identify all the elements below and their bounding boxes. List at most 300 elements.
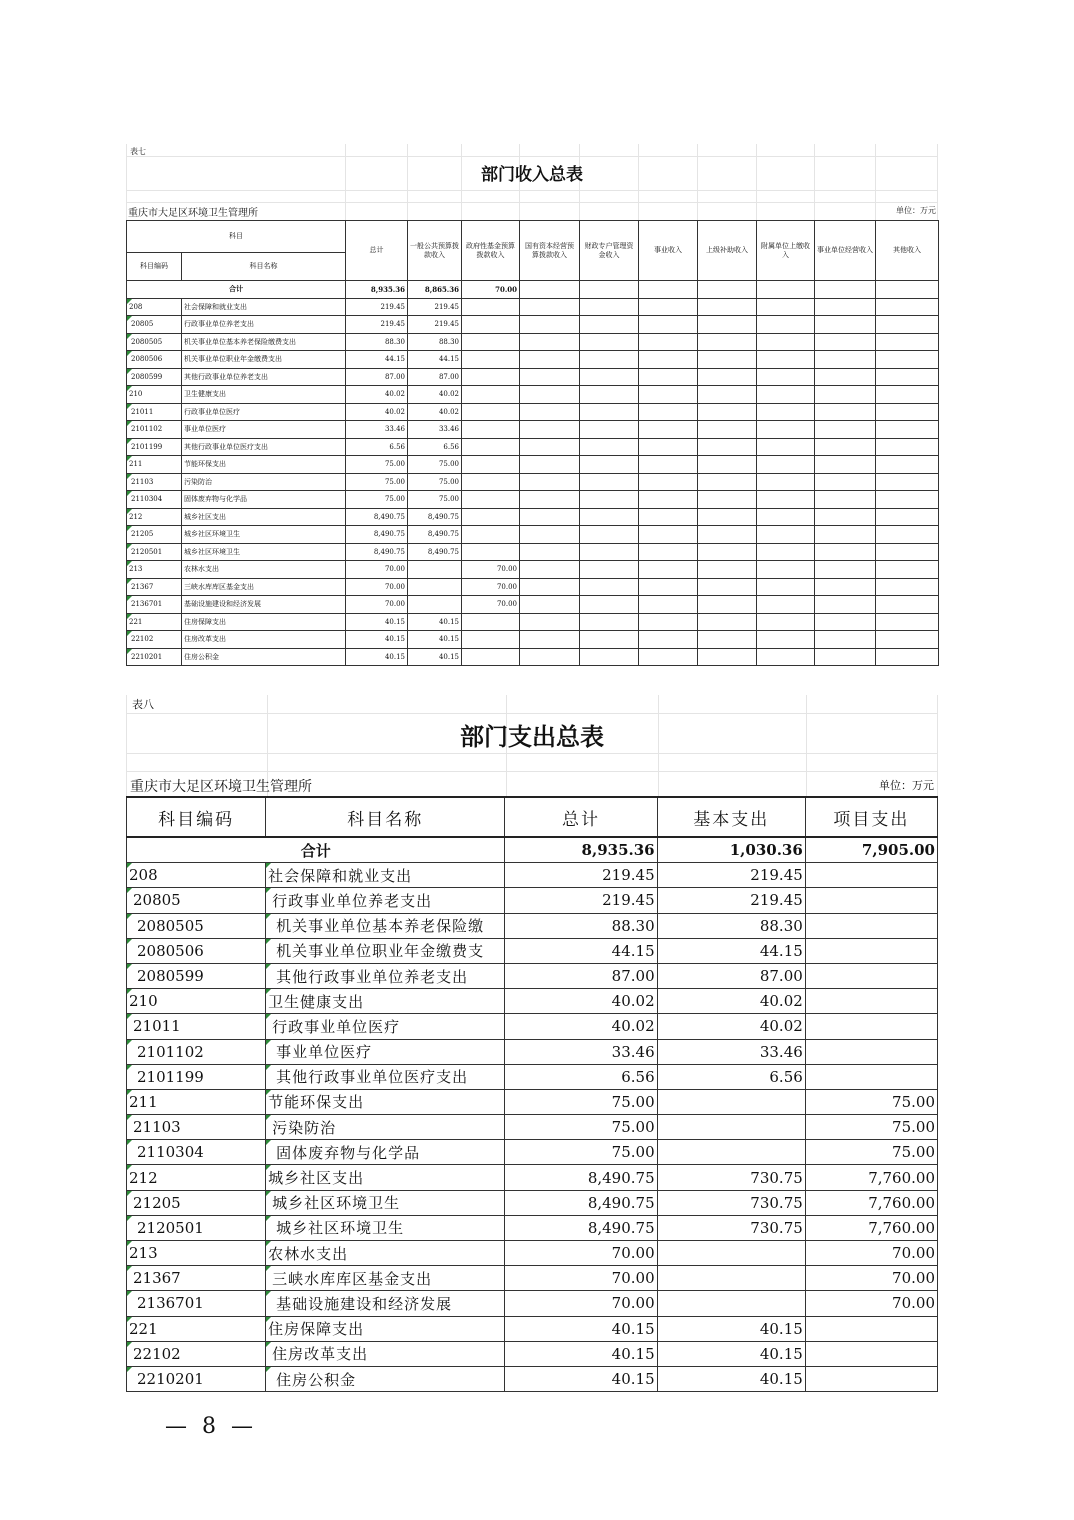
empty-cell	[580, 613, 639, 631]
total-cell: 88.30	[505, 913, 657, 938]
total-cell: 219.45	[346, 298, 408, 316]
code-cell: 2110304	[127, 1140, 266, 1165]
total-cell: 8,490.75	[505, 1215, 657, 1240]
empty-cell	[639, 316, 698, 334]
general-cell: 8,865.36	[408, 281, 462, 299]
empty-cell	[580, 491, 639, 509]
total-cell: 6.56	[346, 438, 408, 456]
empty-cell	[757, 631, 815, 649]
empty-cell	[639, 403, 698, 421]
empty-cell	[876, 456, 939, 474]
empty-cell	[698, 648, 757, 666]
fund-cell	[462, 333, 520, 351]
basic-cell	[657, 1266, 805, 1291]
code-cell: 2210201	[127, 1366, 266, 1391]
table-row	[127, 1266, 938, 1291]
basic-cell: 87.00	[657, 963, 805, 988]
table-label: 表八	[132, 698, 154, 711]
total-cell: 8,490.75	[346, 526, 408, 544]
general-cell: 40.02	[408, 403, 462, 421]
total-cell: 44.15	[505, 938, 657, 963]
total-cell: 75.00	[346, 473, 408, 491]
fund-cell	[462, 438, 520, 456]
empty-cell	[698, 403, 757, 421]
code-cell: 2120501	[127, 1215, 266, 1240]
empty-cell	[639, 473, 698, 491]
total-cell: 40.02	[505, 1014, 657, 1039]
empty-cell	[580, 438, 639, 456]
total-cell: 87.00	[346, 368, 408, 386]
empty-cell	[520, 281, 580, 299]
total-cell: 8,935.36	[346, 281, 408, 299]
name-cell: 城乡社区环境卫生	[266, 1190, 505, 1215]
empty-cell	[639, 281, 698, 299]
empty-cell	[520, 473, 580, 491]
empty-cell	[520, 578, 580, 596]
empty-cell	[757, 596, 815, 614]
fund-cell: 70.00	[462, 281, 520, 299]
empty-cell	[639, 421, 698, 439]
code-cell: 210	[127, 989, 266, 1014]
name-cell: 行政事业单位医疗	[266, 1014, 505, 1039]
basic-cell: 730.75	[657, 1215, 805, 1240]
empty-cell	[815, 543, 876, 561]
project-cell: 7,905.00	[805, 837, 937, 863]
general-cell: 75.00	[408, 473, 462, 491]
empty-cell	[580, 508, 639, 526]
empty-cell	[698, 543, 757, 561]
code-cell: 21367	[127, 578, 182, 596]
name-cell: 社会保障和就业支出	[182, 298, 346, 316]
general-cell: 75.00	[408, 456, 462, 474]
table-title: 部门收入总表	[481, 165, 583, 185]
name-cell: 行政事业单位养老支出	[182, 316, 346, 334]
organization-name: 重庆市大足区环境卫生管理所	[130, 779, 312, 795]
name-cell: 社会保障和就业支出	[266, 863, 505, 888]
table-row	[127, 963, 938, 988]
project-cell	[805, 913, 937, 938]
empty-cell	[815, 351, 876, 369]
table-row	[127, 438, 939, 456]
fund-cell	[462, 298, 520, 316]
empty-cell	[757, 368, 815, 386]
empty-cell	[815, 596, 876, 614]
empty-cell	[698, 561, 757, 579]
empty-cell	[757, 386, 815, 404]
empty-cell	[698, 578, 757, 596]
code-cell: 21103	[127, 1115, 266, 1140]
general-cell: 75.00	[408, 491, 462, 509]
empty-cell	[815, 648, 876, 666]
project-cell: 75.00	[805, 1089, 937, 1114]
empty-cell	[520, 456, 580, 474]
empty-cell	[520, 438, 580, 456]
basic-cell: 1,030.36	[657, 837, 805, 863]
total-cell: 33.46	[505, 1039, 657, 1064]
empty-cell	[520, 403, 580, 421]
code-cell: 2101199	[127, 1064, 266, 1089]
name-cell: 事业单位医疗	[182, 421, 346, 439]
code-cell: 2080506	[127, 938, 266, 963]
project-cell	[805, 989, 937, 1014]
empty-cell	[876, 508, 939, 526]
special-account-header: 财政专户管理资金收入	[580, 221, 639, 281]
general-cell: 40.15	[408, 648, 462, 666]
name-cell: 住房公积金	[266, 1366, 505, 1391]
empty-cell	[876, 526, 939, 544]
name-cell: 城乡社区环境卫生	[182, 526, 346, 544]
name-cell: 机关事业单位职业年金缴费支出	[182, 351, 346, 369]
code-cell: 208	[127, 863, 266, 888]
table-row	[127, 1064, 938, 1089]
grid-line	[126, 753, 938, 754]
table-row	[127, 421, 939, 439]
empty-cell	[815, 456, 876, 474]
total-cell: 88.30	[346, 333, 408, 351]
fund-cell: 70.00	[462, 561, 520, 579]
total-cell: 75.00	[346, 456, 408, 474]
table-row	[127, 1215, 938, 1240]
name-cell: 住房保障支出	[182, 613, 346, 631]
fund-cell	[462, 543, 520, 561]
general-cell: 40.15	[408, 613, 462, 631]
empty-cell	[580, 386, 639, 404]
empty-cell	[698, 456, 757, 474]
empty-cell	[757, 351, 815, 369]
table-row	[127, 596, 939, 614]
empty-cell	[815, 316, 876, 334]
general-cell: 33.46	[408, 421, 462, 439]
table-row	[127, 578, 939, 596]
name-cell: 基础设施建设和经济发展	[182, 596, 346, 614]
code-cell: 208	[127, 298, 182, 316]
fund-cell	[462, 368, 520, 386]
empty-cell	[757, 613, 815, 631]
empty-cell	[757, 561, 815, 579]
table-row	[127, 1140, 938, 1165]
page-number: — 8 —	[165, 1414, 257, 1439]
fund-cell: 70.00	[462, 596, 520, 614]
empty-cell	[876, 543, 939, 561]
empty-cell	[580, 561, 639, 579]
basic-cell: 730.75	[657, 1190, 805, 1215]
total-cell: 8,490.75	[346, 543, 408, 561]
table-row	[127, 1165, 938, 1190]
empty-cell	[639, 333, 698, 351]
fund-cell	[462, 386, 520, 404]
fund-cell	[462, 508, 520, 526]
table-row	[127, 1341, 938, 1366]
code-cell: 2080599	[127, 963, 266, 988]
total-cell: 40.02	[346, 386, 408, 404]
basic-cell	[657, 1140, 805, 1165]
empty-cell	[876, 438, 939, 456]
empty-cell	[757, 456, 815, 474]
general-cell	[408, 561, 462, 579]
empty-cell	[876, 281, 939, 299]
empty-cell	[520, 491, 580, 509]
project-cell: 70.00	[805, 1266, 937, 1291]
table-row	[127, 403, 939, 421]
fund-cell	[462, 473, 520, 491]
empty-cell	[520, 596, 580, 614]
name-cell: 节能环保支出	[266, 1089, 505, 1114]
total-header: 总计	[346, 221, 408, 281]
table-row	[127, 368, 939, 386]
empty-cell	[520, 508, 580, 526]
basic-expense-header: 基本支出	[657, 797, 805, 837]
table-row	[127, 1039, 938, 1064]
table-row	[127, 1241, 938, 1266]
empty-cell	[698, 386, 757, 404]
empty-cell	[815, 491, 876, 509]
expense-table-header-area	[126, 695, 938, 796]
code-cell: 212	[127, 1165, 266, 1190]
basic-cell: 40.15	[657, 1316, 805, 1341]
empty-cell	[876, 473, 939, 491]
code-cell: 21205	[127, 1190, 266, 1215]
empty-cell	[757, 508, 815, 526]
code-header: 科目编码	[127, 253, 182, 281]
empty-cell	[815, 281, 876, 299]
name-cell: 城乡社区支出	[182, 508, 346, 526]
general-cell: 40.15	[408, 631, 462, 649]
general-cell: 219.45	[408, 298, 462, 316]
empty-cell	[580, 631, 639, 649]
project-cell	[805, 1039, 937, 1064]
empty-cell	[520, 613, 580, 631]
fund-cell: 70.00	[462, 578, 520, 596]
name-header: 科目名称	[182, 253, 346, 281]
total-cell: 70.00	[505, 1241, 657, 1266]
empty-cell	[639, 543, 698, 561]
table-row	[127, 298, 939, 316]
total-row	[127, 837, 938, 863]
affiliate-income-header: 附属单位上缴收入	[757, 221, 815, 281]
empty-cell	[698, 333, 757, 351]
empty-cell	[815, 561, 876, 579]
general-cell: 6.56	[408, 438, 462, 456]
fund-cell	[462, 456, 520, 474]
code-cell: 20805	[127, 316, 182, 334]
empty-cell	[815, 298, 876, 316]
income-table-header-area	[126, 144, 938, 220]
gov-fund-header: 政府性基金预算拨款收入	[462, 221, 520, 281]
total-cell: 8,490.75	[346, 508, 408, 526]
total-cell: 8,935.36	[505, 837, 657, 863]
fund-cell	[462, 613, 520, 631]
total-cell: 40.15	[346, 631, 408, 649]
project-cell	[805, 1316, 937, 1341]
fund-cell	[462, 631, 520, 649]
empty-cell	[639, 386, 698, 404]
empty-cell	[876, 561, 939, 579]
empty-cell	[815, 613, 876, 631]
project-cell: 70.00	[805, 1291, 937, 1316]
table-row	[127, 333, 939, 351]
name-cell: 行政事业单位养老支出	[266, 888, 505, 913]
basic-cell: 40.15	[657, 1366, 805, 1391]
other-income-header: 其他收入	[876, 221, 939, 281]
table-row	[127, 863, 938, 888]
project-cell	[805, 1366, 937, 1391]
empty-cell	[698, 421, 757, 439]
code-cell: 21103	[127, 473, 182, 491]
total-cell: 75.00	[505, 1115, 657, 1140]
empty-cell	[876, 631, 939, 649]
total-cell: 219.45	[505, 888, 657, 913]
empty-cell	[580, 473, 639, 491]
fund-cell	[462, 421, 520, 439]
unit-label: 单位：万元	[896, 206, 936, 215]
empty-cell	[520, 333, 580, 351]
empty-cell	[639, 456, 698, 474]
code-cell: 22102	[127, 1341, 266, 1366]
total-cell: 75.00	[346, 491, 408, 509]
subject-header: 科目	[127, 221, 346, 253]
empty-cell	[698, 596, 757, 614]
basic-cell	[657, 1241, 805, 1266]
code-cell: 2101102	[127, 421, 182, 439]
general-cell: 44.15	[408, 351, 462, 369]
empty-cell	[639, 578, 698, 596]
fund-cell	[462, 403, 520, 421]
total-cell: 44.15	[346, 351, 408, 369]
total-cell: 6.56	[505, 1064, 657, 1089]
name-cell: 其他行政事业单位养老支出	[182, 368, 346, 386]
table-row	[127, 613, 939, 631]
empty-cell	[876, 596, 939, 614]
code-cell: 22102	[127, 631, 182, 649]
project-cell: 70.00	[805, 1241, 937, 1266]
name-cell: 污染防治	[266, 1115, 505, 1140]
empty-cell	[639, 526, 698, 544]
code-cell: 210	[127, 386, 182, 404]
empty-cell	[520, 368, 580, 386]
empty-cell	[757, 333, 815, 351]
grid-line	[126, 190, 938, 191]
basic-cell: 40.02	[657, 989, 805, 1014]
organization-name: 重庆市大足区环境卫生管理所	[128, 208, 258, 219]
empty-cell	[520, 298, 580, 316]
table-label: 表七	[130, 147, 146, 156]
empty-cell	[698, 613, 757, 631]
empty-cell	[876, 421, 939, 439]
empty-cell	[876, 491, 939, 509]
table-row	[127, 351, 939, 369]
empty-cell	[815, 526, 876, 544]
table-row	[127, 938, 938, 963]
name-cell: 住房公积金	[182, 648, 346, 666]
code-cell: 2110304	[127, 491, 182, 509]
total-cell: 219.45	[346, 316, 408, 334]
name-cell: 机关事业单位基本养老保险缴费支出	[182, 333, 346, 351]
table-row	[127, 526, 939, 544]
empty-cell	[757, 298, 815, 316]
empty-cell	[698, 368, 757, 386]
empty-cell	[815, 333, 876, 351]
code-cell: 211	[127, 456, 182, 474]
code-cell: 21367	[127, 1266, 266, 1291]
empty-cell	[580, 456, 639, 474]
empty-cell	[815, 473, 876, 491]
empty-cell	[639, 438, 698, 456]
empty-cell	[580, 543, 639, 561]
code-cell: 2120501	[127, 543, 182, 561]
empty-cell	[580, 333, 639, 351]
name-cell: 其他行政事业单位医疗支出	[182, 438, 346, 456]
empty-cell	[876, 368, 939, 386]
empty-cell	[520, 561, 580, 579]
code-cell: 2101102	[127, 1039, 266, 1064]
empty-cell	[876, 613, 939, 631]
income-summary-section	[126, 144, 938, 666]
total-cell: 219.45	[505, 863, 657, 888]
fund-cell	[462, 526, 520, 544]
project-expense-header: 项目支出	[805, 797, 937, 837]
empty-cell	[757, 526, 815, 544]
total-cell: 75.00	[505, 1140, 657, 1165]
table-row	[127, 543, 939, 561]
empty-cell	[580, 648, 639, 666]
total-cell: 40.02	[346, 403, 408, 421]
table-row	[127, 1316, 938, 1341]
empty-cell	[520, 421, 580, 439]
state-capital-header: 国有资本经营预算拨款收入	[520, 221, 580, 281]
empty-cell	[580, 596, 639, 614]
code-cell: 2080506	[127, 351, 182, 369]
name-cell: 行政事业单位医疗	[182, 403, 346, 421]
name-cell: 机关事业单位基本养老保险缴	[266, 913, 505, 938]
name-cell: 住房保障支出	[266, 1316, 505, 1341]
total-label: 合计	[127, 281, 346, 299]
grid-line	[126, 713, 938, 714]
empty-cell	[757, 421, 815, 439]
project-cell: 7,760.00	[805, 1215, 937, 1240]
name-cell: 三峡水库库区基金支出	[266, 1266, 505, 1291]
code-cell: 213	[127, 1241, 266, 1266]
name-cell: 城乡社区支出	[266, 1165, 505, 1190]
empty-cell	[520, 526, 580, 544]
empty-cell	[876, 648, 939, 666]
empty-cell	[580, 298, 639, 316]
table-row	[127, 491, 939, 509]
code-cell: 2101199	[127, 438, 182, 456]
code-cell: 2080505	[127, 333, 182, 351]
name-cell: 事业单位医疗	[266, 1039, 505, 1064]
code-cell: 21205	[127, 526, 182, 544]
general-cell	[408, 578, 462, 596]
empty-cell	[639, 351, 698, 369]
empty-cell	[757, 316, 815, 334]
empty-cell	[698, 526, 757, 544]
empty-cell	[520, 543, 580, 561]
empty-cell	[757, 491, 815, 509]
name-cell: 农林水支出	[266, 1241, 505, 1266]
table-row	[127, 888, 938, 913]
name-cell: 其他行政事业单位医疗支出	[266, 1064, 505, 1089]
name-cell: 住房改革支出	[266, 1341, 505, 1366]
total-cell: 70.00	[346, 578, 408, 596]
table-row	[127, 316, 939, 334]
table-row	[127, 386, 939, 404]
empty-cell	[757, 281, 815, 299]
total-cell: 70.00	[505, 1266, 657, 1291]
total-cell: 8,490.75	[505, 1165, 657, 1190]
table-row	[127, 1291, 938, 1316]
code-cell: 20805	[127, 888, 266, 913]
table-row	[127, 456, 939, 474]
